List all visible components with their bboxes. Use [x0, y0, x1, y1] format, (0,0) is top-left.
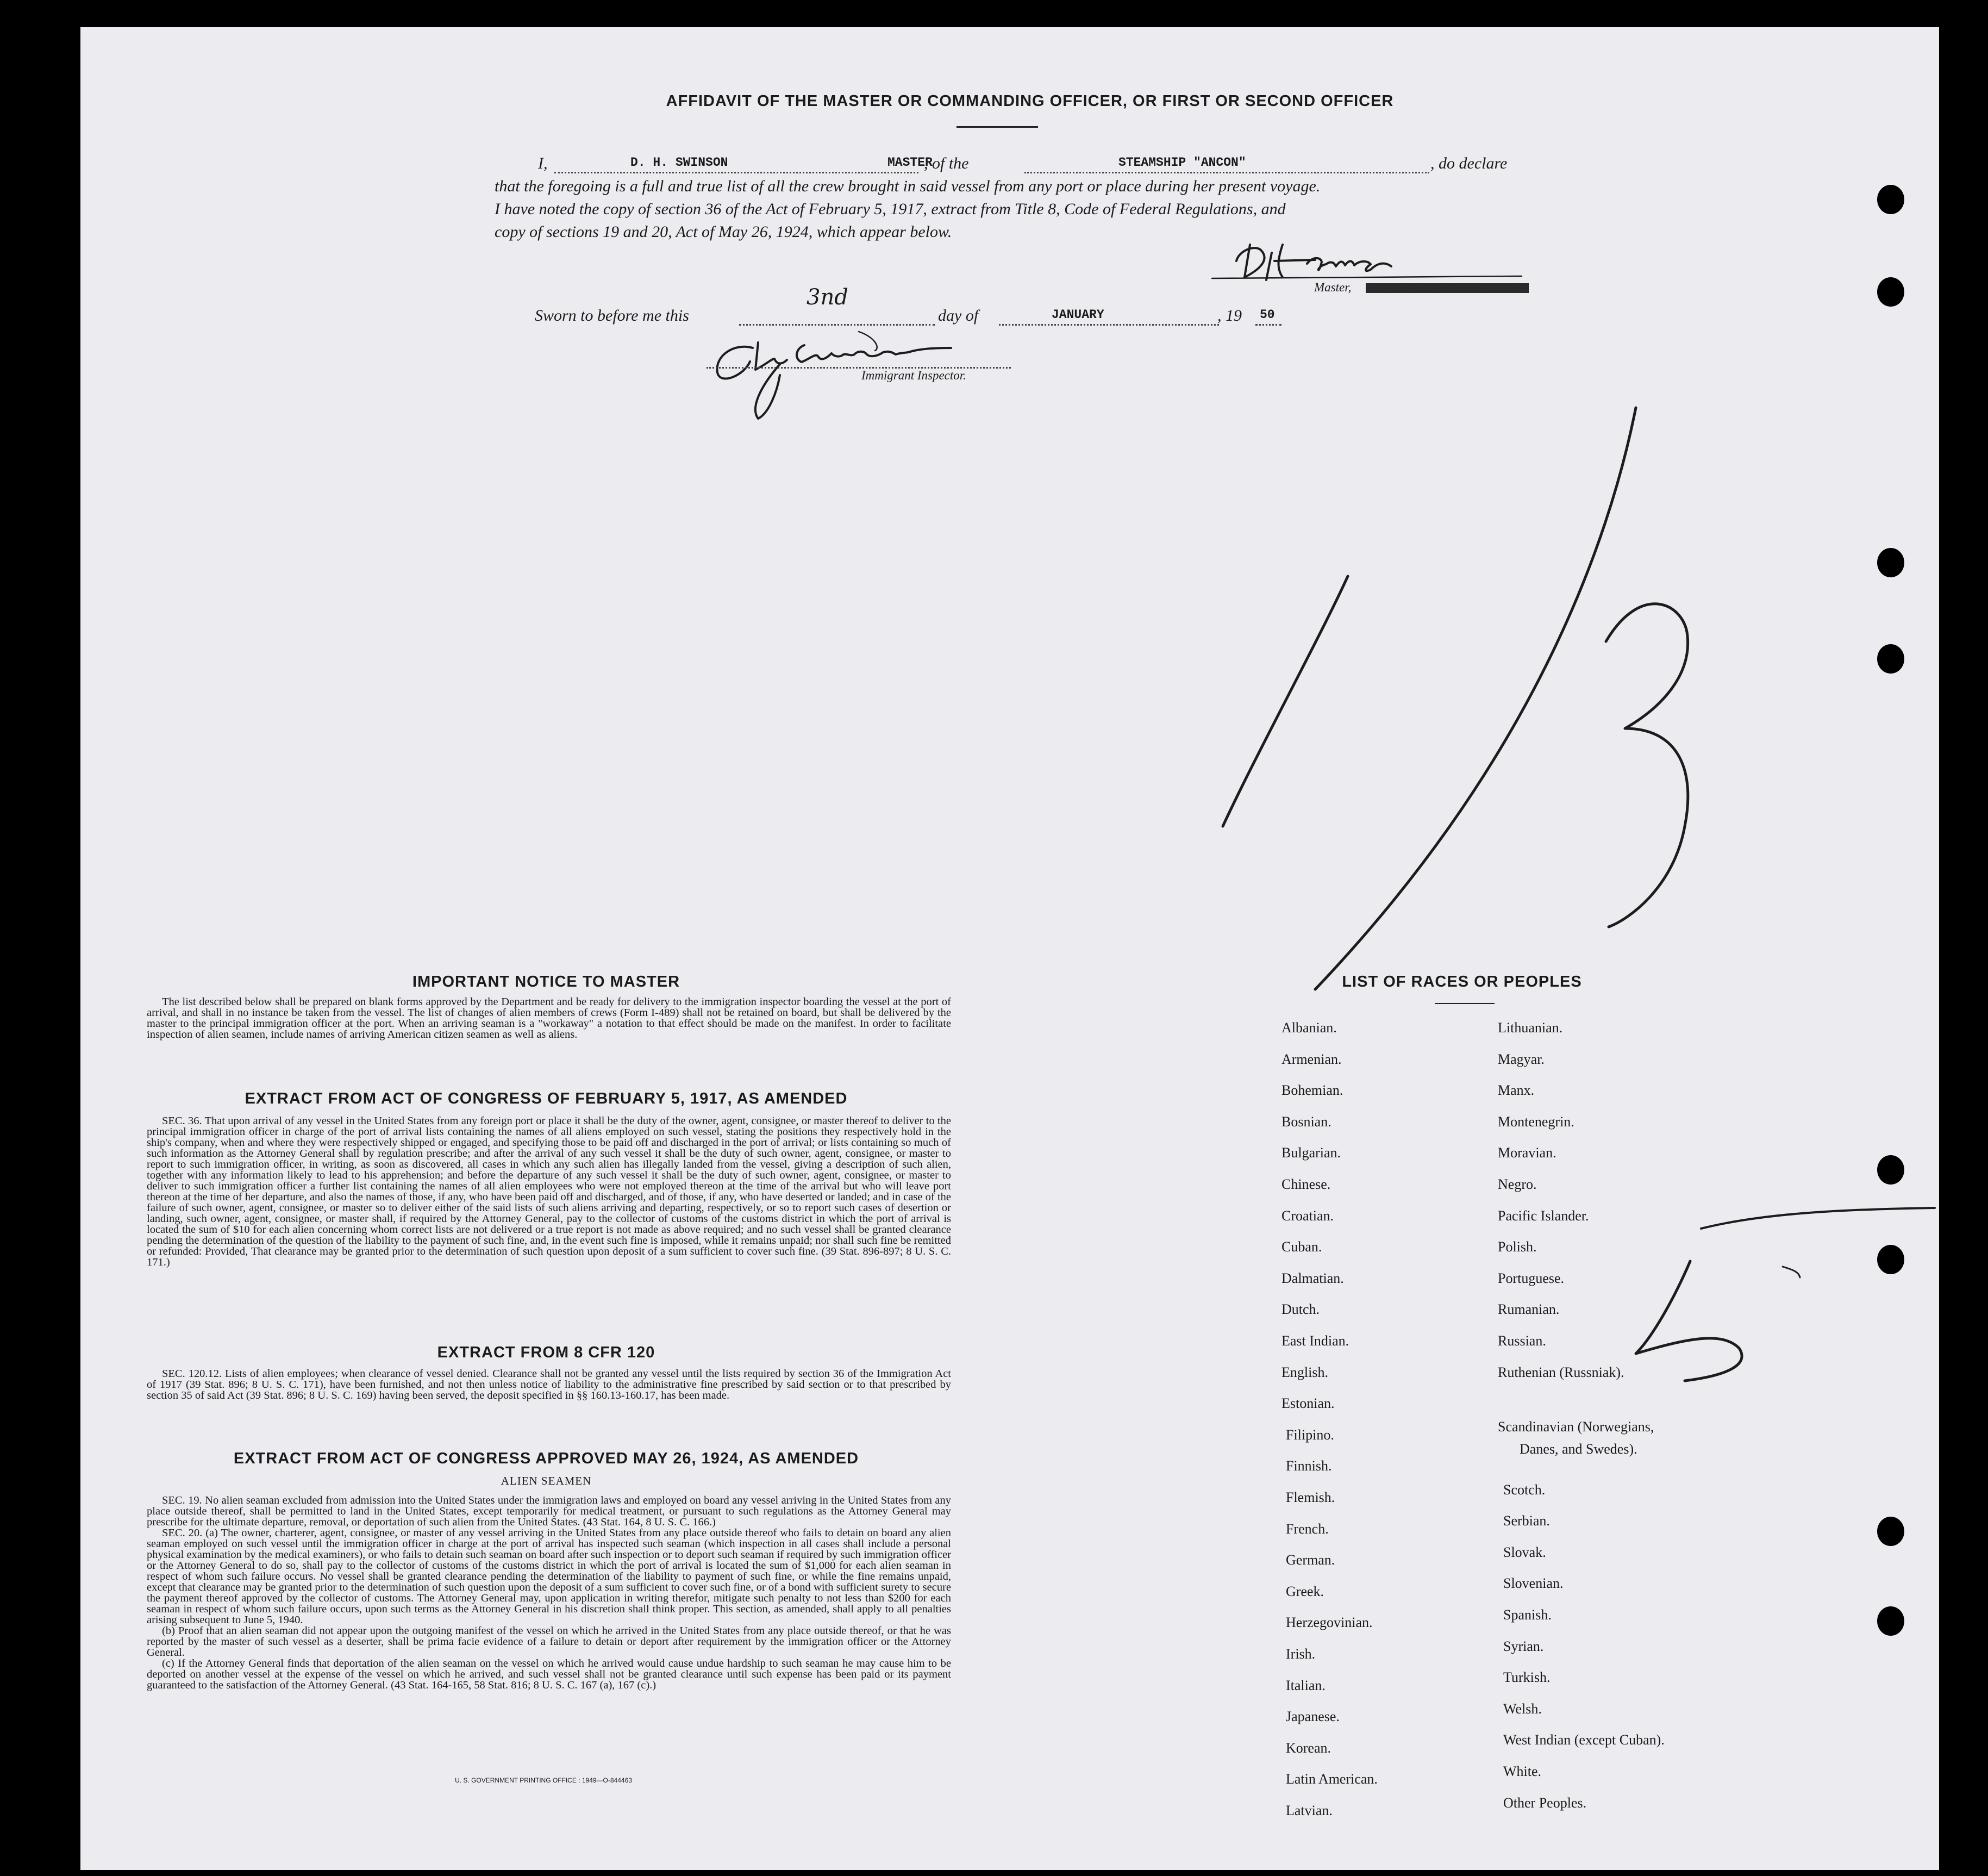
race-item: Bohemian. [1281, 1082, 1343, 1099]
race-item: Serbian. [1503, 1513, 1550, 1529]
race-item: Dutch. [1281, 1301, 1320, 1318]
race-item: West Indian (except Cuban). [1503, 1732, 1665, 1748]
title-underline [957, 126, 1038, 128]
day-of-label: day of [938, 307, 979, 325]
race-item: Manx. [1498, 1082, 1535, 1099]
month-value: JANUARY [1052, 308, 1104, 322]
handwritten-five-mark [1603, 1158, 1984, 1386]
declaration-line-3: I have noted the copy of section 36 of the Act of February 5, 1917, extract from Title 8, Code of Federal Regulations, and [495, 200, 1286, 218]
race-item: Croatian. [1281, 1207, 1334, 1224]
alien-seamen-subtitle: ALIEN SEAMEN [501, 1474, 592, 1487]
notice-title: IMPORTANT NOTICE TO MASTER [412, 973, 680, 990]
struck-title: Commanding Officer, or First or Second Officer [1366, 283, 1529, 293]
day-blank [739, 324, 935, 326]
race-item: Slovenian. [1503, 1575, 1564, 1592]
extract-1917-title: EXTRACT FROM ACT OF CONGRESS OF FEBRUARY 5, 1917, AS AMENDED [245, 1090, 848, 1107]
race-item: Lithuanian. [1498, 1020, 1563, 1036]
printing-office-imprint: U. S. GOVERNMENT PRINTING OFFICE : 1949—O-844463 [455, 1777, 632, 1784]
section-19-paragraph: SEC. 19. No alien seaman excluded from admission into the United States under the immigration laws and employed on board any vessel arriving in the United States from any place outside thereof, shall be permitted to land in the United States, except temporarily for medical treatment, or pursuant to such regulations as the Attorney General may prescribe for the ultimate departure, removal, or deportation of such alien from the United States. (43 Stat. 164, 8 U. S. C. 166.) [147, 1494, 951, 1528]
race-item: Other Peoples. [1503, 1794, 1587, 1811]
race-item: Armenian. [1281, 1051, 1342, 1067]
race-item: Scotch. [1503, 1481, 1546, 1498]
vessel-name: STEAMSHIP "ANCON" [1118, 155, 1246, 170]
sworn-label: Sworn to before me this [535, 307, 689, 325]
handwritten-fraction-mark [1196, 402, 1956, 1191]
race-item: Rumanian. [1498, 1301, 1560, 1318]
race-item: Latin American. [1286, 1771, 1378, 1787]
race-item: Italian. [1286, 1677, 1326, 1693]
section-120-12-paragraph: SEC. 120.12. Lists of alien employees; when clearance of vessel denied. Clearance shall not be granted any vessel until the lists required by section 36 of the Immigration Act of 1917 (39 Stat. 896; 8 U. S. C. 171), have been furnished, and not then unless notice of liability to the administrative fine prescribed by said section or to that prescribed by section 35 of said Act (39 Stat. 896; 8 U. S. C. 169) having been served, the deposit specified in §§ 160.13-160.17, has been made. [147, 1368, 951, 1401]
race-item: Turkish. [1503, 1669, 1551, 1686]
extract-1924-body [147, 1495, 951, 1691]
section-20a-paragraph: SEC. 20. (a) The owner, charterer, agent, consignee, or master of any vessel arriving in the United States from any place outside thereof who fails to detain on board any alien seaman employed on such vessel until the immigration officer in charge at the port of arrival has inspected such seaman (which inspection in all cases shall include a personal physical examination by the medical examiners), or who fails to detain such seaman on board after such inspection or to deport such seaman if required by such immigration officer or the Attorney General to do so, shall pay to the collector of customs of the customs district in which the port of arrival is located the sum of $1,000 for each alien seaman in respect of whom such failure occurs. No vessel shall be granted clearance pending the determination of the liability to payment of such fine, or while the fine remains unpaid, except that clearance may be granted prior to the determination of such question upon the deposit of a sum sufficient to cover such fine, or of a bond with sufficient surety to secure the payment thereof approved by the collector of customs. The Attorney General may, upon application in writing therefor, mitigate such penalty to not less than $200 for each seaman in respect of whom such failure occurs, upon such terms as the Attorney General in his discretion shall think proper. This section, as amended, shall apply to all penalties arising subsequent to June 5, 1940. [147, 1527, 951, 1626]
master-label: Master, [1314, 281, 1352, 294]
races-title: LIST OF RACES OR PEOPLES [1342, 973, 1582, 990]
declarant-prefix: I, [538, 154, 548, 172]
race-item: Irish. [1286, 1646, 1316, 1662]
race-item: English. [1281, 1364, 1328, 1380]
master-signature [1179, 228, 1527, 288]
race-item: Ruthenian (Russniak). [1498, 1364, 1624, 1380]
day-value: 3nd [807, 285, 848, 310]
race-item: Slovak. [1503, 1544, 1546, 1560]
race-item: Finnish. [1286, 1458, 1332, 1474]
race-item: Filipino. [1286, 1426, 1334, 1443]
declaration-line-2: that the foregoing is a full and true list of all the crew brought in said vessel from any port or place during her present voyage. [495, 177, 1321, 195]
inspector-label: Immigrant Inspector. [861, 369, 966, 382]
race-item: Herzegovinian. [1286, 1615, 1373, 1631]
extract-1917-body [147, 1115, 951, 1268]
race-item: Flemish. [1286, 1489, 1335, 1505]
section-20b-paragraph: (b) Proof that an alien seaman did not appear upon the outgoing manifest of the vessel on which he arrived in the United States from any place outside thereof, or that he was reported by the master of such vessel as a deserter, shall be prima facie evidence of a failure to detain or deport after requirement by the immigration officer or the Attorney General. [147, 1625, 951, 1659]
race-item: Albanian. [1281, 1020, 1337, 1036]
race-item: Japanese. [1286, 1709, 1340, 1725]
race-item: Russian. [1498, 1333, 1546, 1349]
of-the-label: , of the [924, 154, 969, 172]
race-item: Danes, and Swedes). [1520, 1441, 1637, 1457]
race-item: Latvian. [1286, 1803, 1333, 1818]
race-item: Moravian. [1498, 1145, 1556, 1161]
race-item: Bulgarian. [1281, 1145, 1341, 1161]
affidavit-title: AFFIDAVIT OF THE MASTER OR COMMANDING OFFICER, OR FIRST OR SECOND OFFICER [666, 92, 1394, 110]
race-item: Cuban. [1281, 1239, 1322, 1255]
race-item: Polish. [1498, 1239, 1537, 1255]
notice-paragraph: The list described below shall be prepared on blank forms approved by the Department and be ready for delivery to the immigration inspector boarding the vessel at the port of arrival, and shall in no instance be taken from the vessel. The list of changes of alien members of crews (Form I-489) shall not be retained on board, but shall be delivered by the master to the principal immigration officer at the port. When an arriving seaman is a "workaway" a notation to that effect should be made on the manifest. In order to facilitate inspection of alien seamen, include names of arriving American citizen seamen as well as aliens. [147, 996, 951, 1040]
race-item: Montenegrin. [1498, 1113, 1574, 1130]
declarant-rank: MASTER [887, 155, 933, 170]
year-value: 50 [1260, 308, 1275, 322]
race-item: German. [1286, 1552, 1335, 1568]
race-item: White. [1503, 1763, 1542, 1779]
extract-8cfr-title: EXTRACT FROM 8 CFR 120 [437, 1344, 655, 1361]
binder-hole [1877, 185, 1904, 214]
race-item: Dalmatian. [1281, 1270, 1344, 1286]
section-20c-paragraph: (c) If the Attorney General finds that deportation of the alien seaman on the vessel on which he arrived would cause undue hardship to such seaman he may cause him to be deported on another vessel at the expense of the vessel on which he arrived, and such vessel shall not be granted clearance until such expense has been paid or its payment guaranteed to the satisfaction of the Attorney General. (43 Stat. 164-165, 58 Stat. 816; 8 U. S. C. 167 (a), 167 (c).) [147, 1657, 951, 1691]
declaration-line-4: copy of sections 19 and 20, Act of May 26, 1924, which appear below. [495, 223, 952, 241]
notice-body [147, 996, 951, 1040]
race-item: Bosnian. [1281, 1113, 1331, 1130]
race-item: Negro. [1498, 1176, 1537, 1192]
race-item: East Indian. [1281, 1333, 1349, 1349]
section-36-paragraph: SEC. 36. That upon arrival of any vessel in the United States from any foreign port or place it shall be the duty of the owner, agent, consignee, or master thereof to deliver to the principal immigration officer in charge of the port of arrival lists containing the names of all aliens employed on such vessel, stating the positions they respectively hold in the ship's company, when and where they were respectively shipped or engaged, and specifying those to be paid off and discharged in the port of arrival; or lists containing so much of such information as the Attorney General shall by regulation prescribe; and after the arrival of any such vessel it shall be the duty of such owner, agent, consignee, or master to report to such immigration officer, in writing, as soon as discovered, all cases in which any such alien has illegally landed from the vessel, giving a description of such alien, together with any information likely to lead to his apprehension; and before the departure of any such vessel it shall be the duty of such owner, agent, consignee, or master to deliver to such immigration officer a further list containing the names of all alien employees who were not employed thereon at the time of the arrival but who will leave port thereon at the time of her departure, and also the names of those, if any, who have been paid off and discharged, and of those, if any, who have deserted or landed; and in case of the failure of such owner, agent, consignee, or master so to deliver either of the said lists of such aliens arriving and departing, respectively, or so to report such cases of desertion or landing, such owner, agent, consignee, or master shall, if required by the Attorney General, pay to the collector of customs of the customs district in which the port of arrival is located the sum of $10 for each alien concerning whom correct lists are not delivered or a true report is not made as above required; and no such vessel shall be granted clearance pending the determination of the question of the liability to the payment of such fine, and, in the event such fine is imposed, while it remains unpaid; nor shall such fine be remitted or refunded: Provided, That clearance may be granted prior to the determination of such question upon deposit of a sum sufficient to cover such fine. (39 Stat. 896-897; 8 U. S. C. 171.) [147, 1115, 951, 1268]
race-item: Syrian. [1503, 1638, 1544, 1654]
name-blank [554, 172, 918, 173]
race-item: Spanish. [1503, 1607, 1552, 1623]
month-blank [999, 324, 1219, 326]
year-prefix: , 19 [1217, 307, 1242, 325]
race-item: French. [1286, 1520, 1329, 1537]
extract-1924-title: EXTRACT FROM ACT OF CONGRESS APPROVED MAY 26, 1924, AS AMENDED [233, 1450, 859, 1467]
race-item: Magyar. [1498, 1051, 1545, 1067]
binder-hole [1877, 277, 1904, 307]
race-item: Pacific Islander. [1498, 1207, 1589, 1224]
year-blank [1255, 324, 1281, 326]
binder-hole [1877, 1517, 1904, 1546]
vessel-blank [1024, 172, 1429, 173]
races-title-underline [1435, 1003, 1495, 1004]
extract-8cfr-body [147, 1368, 951, 1401]
race-item: Welsh. [1503, 1700, 1542, 1717]
race-item: Scandinavian (Norwegians, [1498, 1419, 1654, 1435]
race-item: Korean. [1286, 1740, 1331, 1756]
race-item: Estonian. [1281, 1395, 1335, 1412]
race-item: Chinese. [1281, 1176, 1331, 1192]
race-item: Portuguese. [1498, 1270, 1565, 1286]
declarant-name: D. H. SWINSON [630, 155, 728, 170]
race-item: Greek. [1286, 1583, 1324, 1599]
do-declare-label: , do declare [1430, 154, 1508, 172]
binder-hole [1877, 1606, 1904, 1636]
